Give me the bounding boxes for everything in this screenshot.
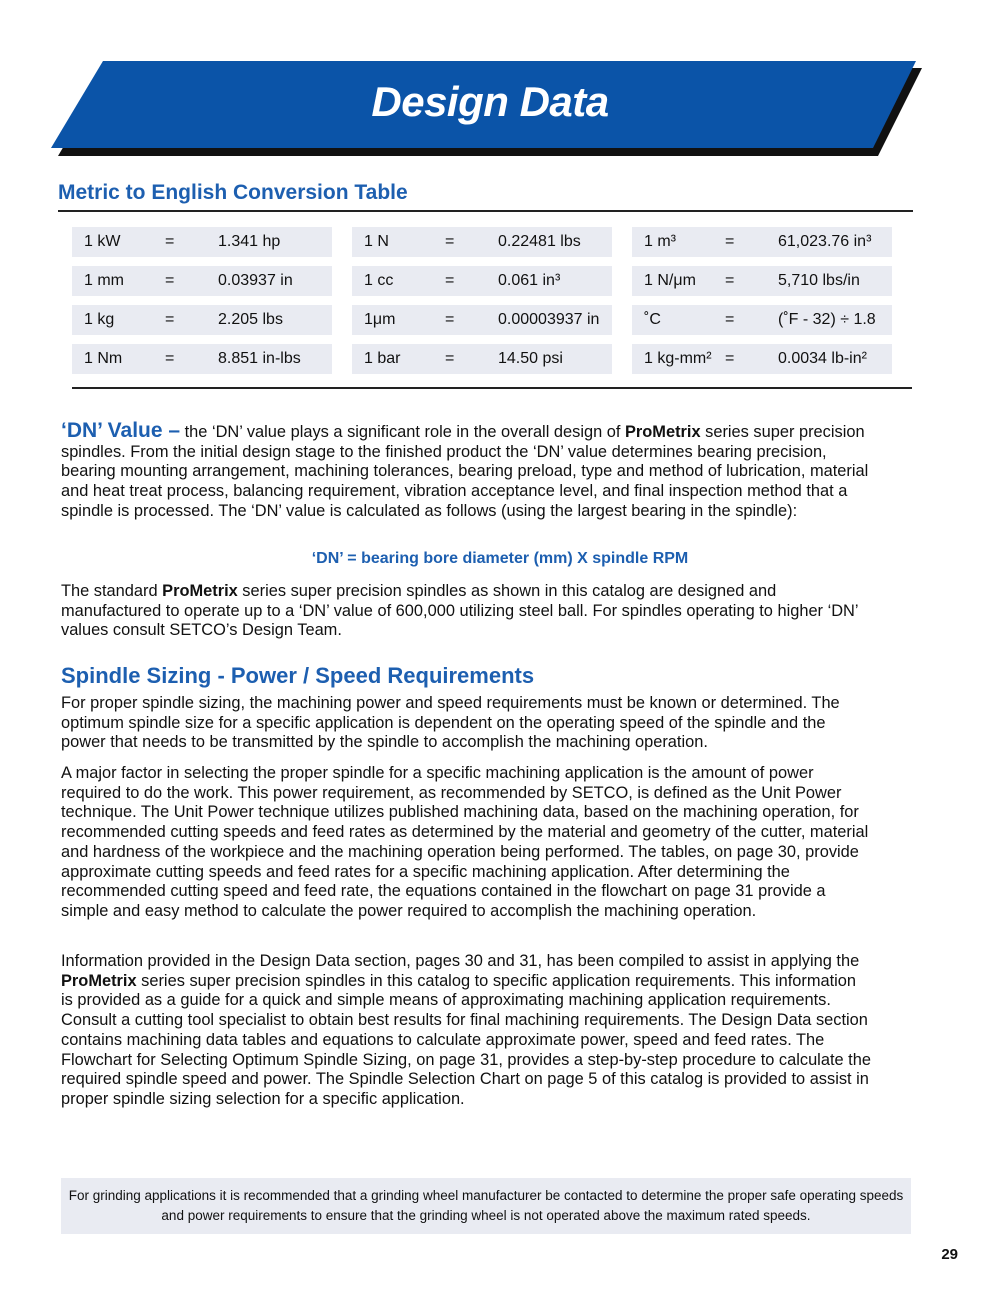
brand-name: ProMetrix <box>61 971 137 990</box>
spindle-sizing-title: Spindle Sizing - Power / Speed Requirements <box>61 663 535 688</box>
dn-paragraph: ‘DN’ Value – the ‘DN’ value plays a significant role in the overall design of ProMetrix series super precision spindles. From the initial design stage to the finished product the ‘DN’ value determines bearing precision, bearing mounting arrangement, machining tolerances, bearing preload, type and method of lubrication, material and heat treat process, balancing requirement, vibration acceptance level, and final inspection method that a spindle is processed. The ‘DN’ value is calculated as follows (using the largest bearing in the spindle): <box>61 419 869 520</box>
sizing-paragraph-2: A major factor in selecting the proper spindle for a specific machining application is the amount of power required to do the work. This power requirement, as recommended by SETCO, is defined as the Unit Power technique. The Unit Power technique utilizes published machining data, based on the machining operation, for recommended cutting speeds and feed rates as determined by the material and geometry of the cutter, material and hardness of the workpiece and the machining operation being performed. The tables, on page 30, provide approximate cutting speeds and feed rates for a specific machining application. After determining the recommended cutting speed and feed rate, the equations contained in the flowchart on page 31 provide a simple and easy method to calculate the power required to accomplish the machining operation. <box>61 764 869 920</box>
conversion-cell: 1 mm = 0.03937 in <box>72 266 332 296</box>
top-rule <box>58 210 913 212</box>
conversion-cell: 1 bar = 14.50 psi <box>352 344 612 374</box>
conversion-cell: 1μm = 0.00003937 in <box>352 305 612 335</box>
table-row <box>72 344 902 374</box>
conversion-cell: 1 kW = 1.341 hp <box>72 227 332 257</box>
dn-lead: ‘DN’ Value – <box>61 419 181 442</box>
brand-name: ProMetrix <box>624 423 701 441</box>
conversion-table <box>72 227 902 383</box>
conversion-cell: 1 N/μm = 5,710 lbs/in <box>632 266 892 296</box>
conversion-cell: 1 kg-mm² = 0.0034 lb-in² <box>632 344 892 374</box>
page-title: Design Data <box>371 78 609 125</box>
brand-name: ProMetrix <box>162 582 238 600</box>
conversion-cell: 1 Nm = 8.851 in-lbs <box>72 344 332 374</box>
table-row <box>72 227 902 257</box>
conversion-table-title: Metric to English Conversion Table <box>58 181 408 204</box>
table-row <box>72 305 902 335</box>
conversion-cell: 1 kg = 2.205 lbs <box>72 305 332 335</box>
grinding-note: For grinding applications it is recommended that a grinding wheel manufacturer be contacted to determine the proper safe operating speeds and power requirements to ensure that the grinding wheel is not operated above the maximum rated speeds. <box>61 1178 911 1234</box>
table-row <box>72 266 902 296</box>
bottom-rule <box>72 387 912 389</box>
conversion-cell: 1 cc = 0.061 in³ <box>352 266 612 296</box>
page-number: 29 <box>941 1246 958 1263</box>
dn-standard-paragraph: The standard ProMetrix series super precision spindles as shown in this catalog are designed and manufactured to operate up to a ‘DN’ value of 600,000 utilizing steel ball. For spindles operating to higher ‘DN’ values consult SETCO’s Design Team. <box>61 582 858 640</box>
dn-formula: ‘DN’ = bearing bore diameter (mm) X spindle RPM <box>311 550 689 567</box>
sizing-paragraph-1: For proper spindle sizing, the machining power and speed requirements must be known or determined. The optimum spindle size for a specific application is dependent on the operating speed of the spindle and the power that needs to be transmitted by the spindle to accomplish the machining operation. <box>61 694 840 752</box>
sizing-paragraph-3: Information provided in the Design Data section, pages 30 and 31, has been compiled to assist in applying the ProMetrix series super precision spindles in this catalog to specific application requirements. This information is provided as a guide for a quick and simple means of approximating machining application requirements. Consult a cutting tool specialist to obtain best results for final machining requirements. The Design Data section contains machining data tables and equations to calculate approximate power, speed and feed rates. The Flowchart for Selecting Optimum Spindle Sizing, on page 31, provides a step-by-step procedure to calculate the required spindle speed and power. The Spindle Selection Chart on page 5 of this catalog is provided to assist in proper spindle sizing selection for a specific application. <box>61 952 871 1108</box>
conversion-cell: ˚C = (˚F - 32) ÷ 1.8 <box>632 305 892 335</box>
conversion-cell: 1 m³ = 61,023.76 in³ <box>632 227 892 257</box>
conversion-cell: 1 N = 0.22481 lbs <box>352 227 612 257</box>
header-banner <box>0 0 1000 170</box>
